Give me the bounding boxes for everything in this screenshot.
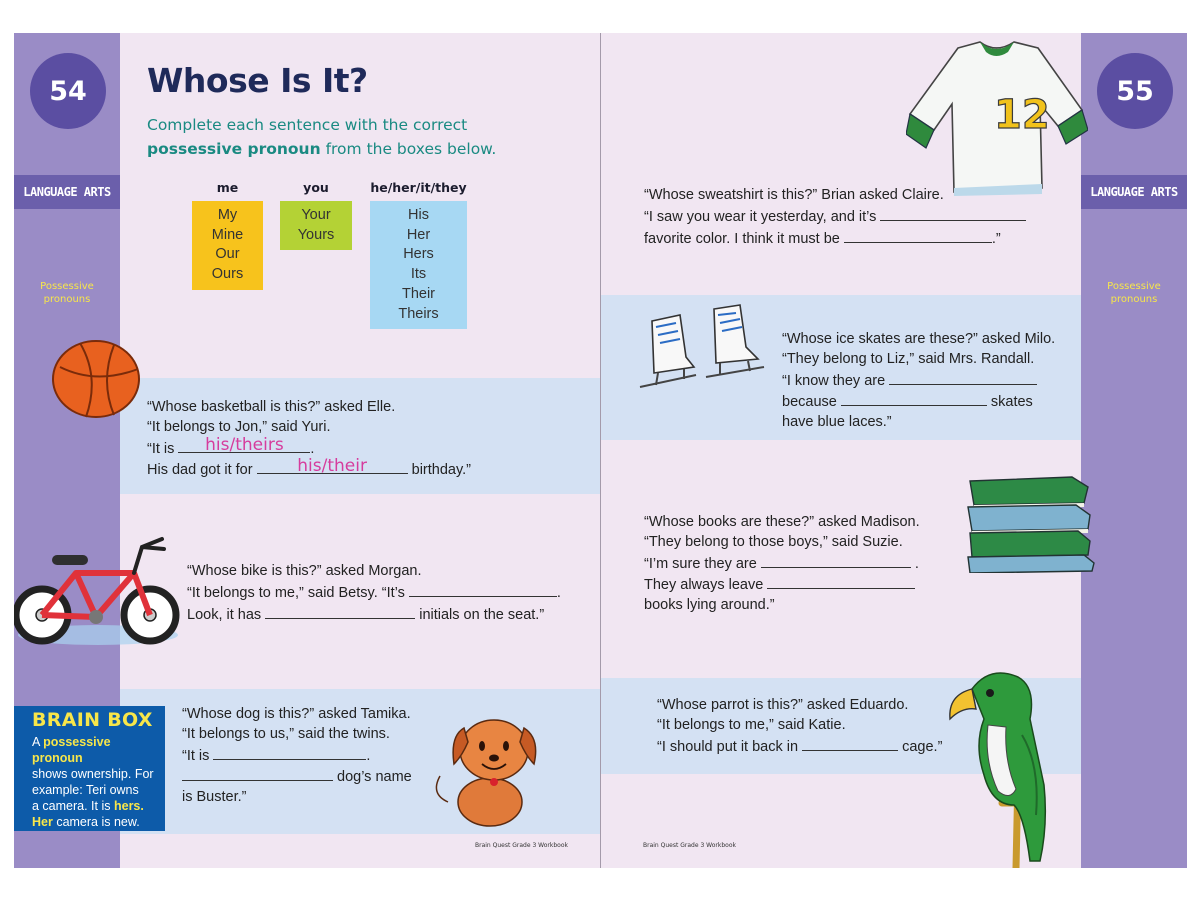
right-side-strip <box>1081 33 1187 868</box>
sentence-line <box>187 604 561 626</box>
sweatshirt-illustration <box>906 38 1088 196</box>
exercise-parrot <box>657 696 942 757</box>
sentence-line <box>657 736 942 758</box>
exercise-bike <box>187 562 561 625</box>
pronoun-word: Theirs <box>398 305 439 322</box>
sentence-line: “Whose parrot is this?” asked Eduardo. <box>657 697 909 713</box>
pronoun-word: Her <box>406 226 431 243</box>
sentence-line: books lying around.” <box>644 597 775 614</box>
sentence-text: cage.” <box>898 738 943 755</box>
sentence-line <box>147 456 472 481</box>
sentence-line <box>644 228 1026 250</box>
page-number-left: 54 <box>30 53 106 129</box>
pronoun-word: Ours <box>211 266 244 283</box>
sentence-text: . <box>910 555 919 572</box>
brain-box-line <box>32 798 159 814</box>
sentence-line <box>782 370 1055 392</box>
sentence-text: “I’m sure they are <box>644 555 761 572</box>
sentence-text: “It is <box>147 440 179 457</box>
sentence-text: “I should put it back in <box>657 738 803 755</box>
answer-blank[interactable] <box>767 574 915 589</box>
pronoun-header-me: me <box>216 180 239 195</box>
handwritten-answer: his/theirs <box>205 434 284 455</box>
pronoun-word: Their <box>401 285 436 302</box>
sentence-line <box>644 574 920 596</box>
topic-line: Possessive <box>1107 281 1161 292</box>
sentence-text: “It belongs to me,” said Betsy. “It’s <box>187 584 409 601</box>
brain-highlight: possessive pronoun <box>32 735 111 765</box>
instruction-bold: possessive pronoun <box>147 140 321 158</box>
sentence-text: . <box>366 747 371 764</box>
brain-box-line: shows ownership. For <box>32 767 154 781</box>
brain-box-line: example: Teri owns <box>32 783 139 797</box>
ice-skates-illustration <box>636 303 768 395</box>
answer-blank[interactable] <box>880 206 1026 221</box>
brain-text: a camera. It is <box>32 799 114 813</box>
sentence-text: . <box>556 584 561 601</box>
sentence-line: “Whose sweatshirt is this?” Brian asked Claire. <box>644 187 944 203</box>
sentence-text: dog’s name <box>333 769 412 786</box>
exercise-dog <box>182 705 412 808</box>
topic-line: pronouns <box>43 294 91 305</box>
sentence-line: “Whose bike is this?” asked Morgan. <box>187 563 422 579</box>
pronoun-box-you <box>280 201 352 250</box>
pronoun-word: Hers <box>403 246 434 263</box>
brain-box-line <box>32 814 159 830</box>
sentence-text: skates <box>986 394 1033 411</box>
pronoun-box-he <box>370 201 467 329</box>
answer-blank[interactable] <box>841 391 987 406</box>
books-illustration <box>964 473 1102 573</box>
sentence-line <box>644 206 1026 228</box>
sentence-text: birthday.” <box>407 462 472 479</box>
sentence-line: “It belongs to us,” said the twins. <box>182 725 390 742</box>
pronoun-word: My <box>217 207 238 223</box>
footer-left: Brain Quest Grade 3 Workbook <box>475 842 568 849</box>
answer-blank[interactable] <box>178 434 310 455</box>
bike-illustration <box>14 533 186 653</box>
sentence-text: initials on the seat.” <box>415 606 545 623</box>
handwritten-answer: his/their <box>297 456 367 477</box>
instruction-line: Complete each sentence with the correct <box>147 116 468 134</box>
sentence-line: “Whose basketball is this?” asked Elle. <box>147 399 396 415</box>
exercise-books <box>644 513 920 616</box>
answer-blank[interactable] <box>257 456 408 477</box>
exercise-ice-skates <box>782 330 1055 433</box>
topic-label-left <box>14 280 120 306</box>
pronoun-header-he: he/her/it/they <box>370 180 467 195</box>
page-title: Whose Is It? <box>147 61 368 100</box>
sentence-line: have blue laces.” <box>782 414 892 431</box>
sentence-line <box>187 582 561 604</box>
page-number-right: 55 <box>1097 53 1173 129</box>
basketball-illustration <box>50 337 146 421</box>
answer-blank[interactable] <box>802 736 898 751</box>
sentence-line: “Whose dog is this?” asked Tamika. <box>182 706 411 722</box>
sentence-text: .” <box>991 230 1001 247</box>
sentence-line: “It belongs to Jon,” said Yuri. <box>147 418 331 435</box>
subject-tab-right: LANGUAGE ARTS <box>1081 175 1187 209</box>
sentence-line: “They belong to Liz,” said Mrs. Randall. <box>782 350 1035 367</box>
footer-right: Brain Quest Grade 3 Workbook <box>643 842 736 849</box>
sentence-text: His dad got it for <box>147 462 257 479</box>
sentence-line <box>182 745 412 767</box>
sentence-text: “I saw you wear it yesterday, and it’s <box>644 208 881 225</box>
brain-box <box>14 706 165 831</box>
brain-box-heading: BRAIN BOX <box>32 709 153 731</box>
answer-blank[interactable] <box>213 745 366 760</box>
answer-blank[interactable] <box>409 582 557 597</box>
answer-blank[interactable] <box>182 766 333 781</box>
sentence-text: “I know they are <box>782 372 890 389</box>
dog-illustration <box>428 706 552 830</box>
sentence-text: because <box>782 394 841 411</box>
sentence-line: “Whose books are these?” asked Madison. <box>644 514 920 530</box>
sentence-text: Look, it has <box>187 606 266 623</box>
exercise-basketball <box>147 398 471 481</box>
subject-tab-left: LANGUAGE ARTS <box>14 175 120 209</box>
brain-highlight: Her <box>32 815 53 829</box>
sentence-text: “It is <box>182 747 214 764</box>
brain-box-line <box>32 734 159 766</box>
pronoun-word: His <box>408 207 429 223</box>
answer-blank[interactable] <box>889 370 1037 385</box>
sentence-line: is Buster.” <box>182 789 247 806</box>
workbook-spread <box>14 33 1187 868</box>
pronoun-box-me <box>192 201 263 290</box>
topic-label-right <box>1081 280 1187 306</box>
sentence-line: “It belongs to me,” said Katie. <box>657 716 846 733</box>
sentence-line: “Whose ice skates are these?” asked Milo. <box>782 331 1056 347</box>
sentence-text: . <box>310 440 315 457</box>
sentence-line <box>182 766 412 788</box>
sentence-line <box>782 391 1055 413</box>
pronoun-word: Yours <box>297 226 335 243</box>
topic-line: pronouns <box>1110 294 1158 305</box>
brain-text: A <box>32 735 44 749</box>
brain-box-text <box>14 731 165 830</box>
topic-line: Possessive <box>40 281 94 292</box>
sentence-text: They always leave <box>644 577 768 594</box>
jersey-number: 12 <box>994 92 1050 138</box>
pronoun-word: Our <box>215 246 240 263</box>
pronoun-word: Your <box>301 207 331 223</box>
sentence-line <box>644 553 920 575</box>
answer-blank[interactable] <box>761 553 911 568</box>
pronoun-word: Mine <box>211 226 244 243</box>
instruction-line <box>147 137 496 161</box>
sentence-line: “They belong to those boys,” said Suzie. <box>644 533 903 550</box>
instruction-rest: from the boxes below. <box>320 140 497 158</box>
brain-highlight: hers. <box>113 799 144 813</box>
exercise-sweatshirt <box>644 186 1026 249</box>
brain-text: camera is new. <box>52 815 140 829</box>
pronoun-header-you: you <box>303 180 329 195</box>
parrot-illustration <box>944 665 1064 868</box>
instructions <box>147 113 496 161</box>
answer-blank[interactable] <box>265 604 415 619</box>
sentence-text: favorite color. I think it must be <box>644 230 844 247</box>
answer-blank[interactable] <box>844 228 992 243</box>
pronoun-word: Its <box>410 266 427 283</box>
